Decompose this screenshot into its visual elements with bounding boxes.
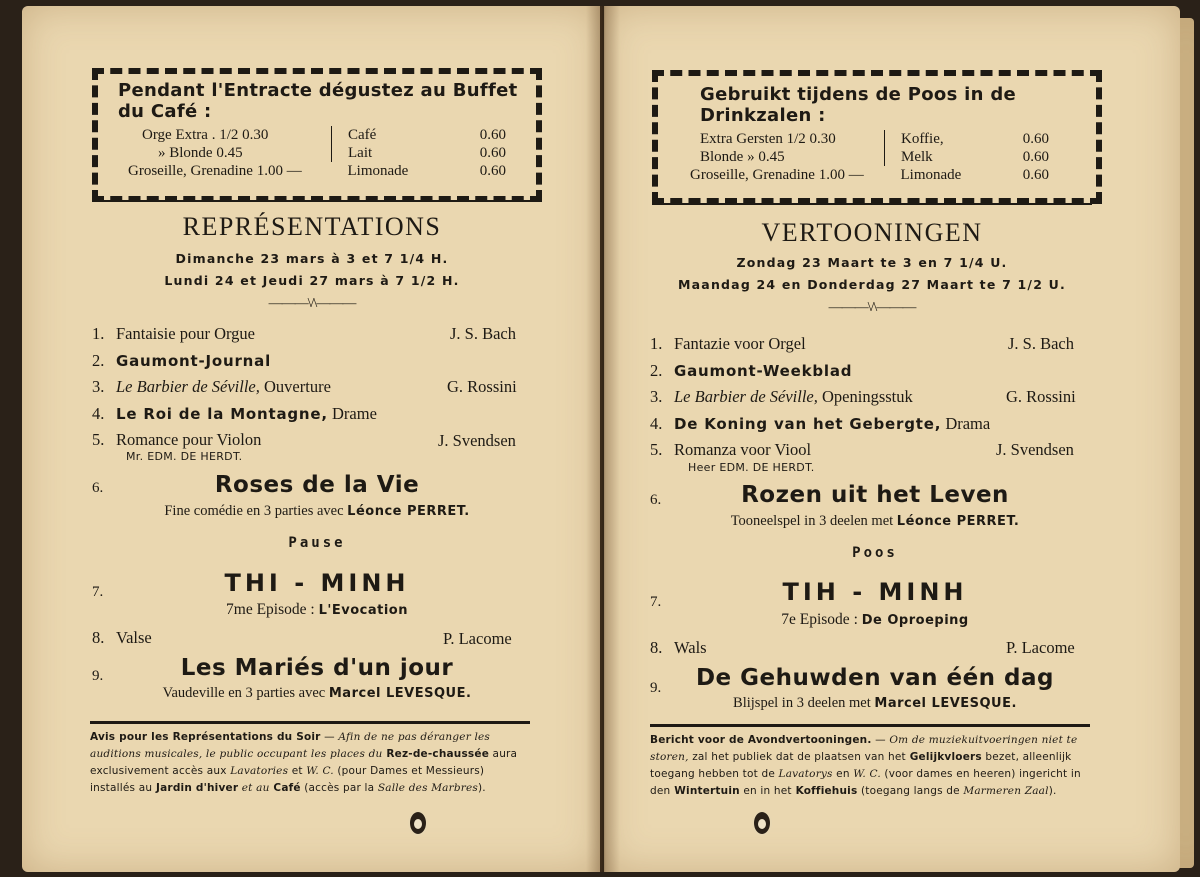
serial-title: THI - MINH xyxy=(224,569,410,597)
programme-item-2: 2. Gaumont-Journal xyxy=(92,351,272,370)
serial-episode: 7e Episode : De Oproeping xyxy=(781,611,969,628)
divider xyxy=(92,200,532,202)
evening-notice: Bericht voor de Avondvertooningen. — Om de muziekuitvoeringen niet te storen, zal het publiek dat de plaatsen van het Gelijkvloers bezet, alleenlijk toegang hebben tot de Lavatorys en W. C. (voor dames en heeren) ingericht in den Wintertuin en in het Koffiehuis (toegang langs de Marmeren Zaal). xyxy=(650,734,1081,797)
programme-item-8: 8. Wals xyxy=(650,638,707,657)
feature-title: Roses de la Vie xyxy=(214,472,420,498)
composer: G. Rossini xyxy=(447,377,517,396)
buffet-price-table xyxy=(128,126,510,180)
buffet-row: Extra Gersten 1/2 0.30 Koffie, 0.60 xyxy=(700,131,1049,147)
comedy-subtitle: Vaudeville en 3 parties avec Marcel LEVESQUE. xyxy=(162,685,472,701)
ornament-divider: ———\/\——— xyxy=(268,296,356,311)
buffet-row: Groseille, Grenadine 1.00 — Limonade 0.60 xyxy=(690,167,1049,183)
programme-item-1: 1. Fantazie voor Orgel xyxy=(650,334,806,353)
serial-title: TIH - MINH xyxy=(782,578,968,606)
binding-hole xyxy=(752,810,772,836)
item-number: 7. xyxy=(650,594,662,610)
buffet-box xyxy=(92,68,542,202)
programme-item-4: 4. De Koning van het Gebergte, Drama xyxy=(650,414,991,433)
item-number: 9. xyxy=(92,668,104,684)
item-number: 7. xyxy=(92,584,104,600)
divider xyxy=(90,721,530,724)
buffet-row: Blonde » 0.45 Melk 0.60 xyxy=(700,149,1049,165)
pause-label: Poos xyxy=(852,545,898,561)
performer-name: Heer EDM. DE HERDT. xyxy=(688,461,815,474)
programme-item-4: 4. Le Roi de la Montagne, Drame xyxy=(92,404,377,423)
composer: J. Svendsen xyxy=(438,431,516,450)
programme-item-8: 8. Valse xyxy=(92,628,152,647)
composer: P. Lacome xyxy=(443,629,512,648)
programme-item-5: 5. Romance pour Violon xyxy=(92,430,262,449)
show-dates: Dimanche 23 mars à 3 et 7 1/4 H. Lundi 24 et Jeudi 27 mars à 7 1/2 H. xyxy=(164,251,460,288)
pause-label: Pause xyxy=(288,535,346,551)
ornament-divider: ———\/\——— xyxy=(828,300,916,315)
programme-item-5: 5. Romanza voor Viool xyxy=(650,440,812,459)
item-number: 9. xyxy=(650,680,662,696)
divider xyxy=(652,203,1092,205)
page-heading: REPRÉSENTATIONS xyxy=(182,212,442,241)
serial-episode: 7me Episode : L'Evocation xyxy=(226,601,408,618)
composer: P. Lacome xyxy=(1006,638,1075,657)
programme-item-1: 1. Fantaisie pour Orgue xyxy=(92,324,256,343)
programme-item-2: 2. Gaumont-Weekblad xyxy=(650,361,853,380)
show-dates: Zondag 23 Maart te 3 en 7 1/4 U. Maandag 24 en Donderdag 27 Maart te 7 1/2 U. xyxy=(678,255,1066,292)
comedy-title: De Gehuwden van één dag xyxy=(695,665,1055,691)
buffet-price-table xyxy=(686,130,1053,184)
buffet-box xyxy=(652,70,1102,204)
composer: J. S. Bach xyxy=(450,324,516,343)
right-page-dutch xyxy=(604,6,1180,872)
buffet-row: » Blonde 0.45 Lait 0.60 xyxy=(158,145,506,161)
divider xyxy=(650,724,1090,727)
binding-hole xyxy=(408,810,428,836)
page-heading: VERTOONINGEN xyxy=(761,218,983,247)
comedy-subtitle: Blijspel in 3 deelen met Marcel LEVESQUE. xyxy=(733,695,1017,711)
buffet-title: Gebruikt tijdens de Poos in de Drinkzalen : xyxy=(700,84,1017,126)
comedy-title: Les Mariés d'un jour xyxy=(180,655,454,681)
composer: J. Svendsen xyxy=(996,440,1074,459)
item-number: 6. xyxy=(92,480,104,496)
buffet-title: Pendant l'Entracte dégustez au Buffet du Café : xyxy=(118,80,518,122)
composer: G. Rossini xyxy=(1006,387,1076,406)
feature-subtitle: Tooneelspel in 3 deelen met Léonce PERRET. xyxy=(730,513,1020,529)
buffet-row: Orge Extra . 1/2 0.30 Café 0.60 xyxy=(142,127,506,143)
evening-notice: Avis pour les Représentations du Soir — Afin de ne pas déranger les auditions musicales, le public occupant les places du Rez-de-chaussée aura exclusivement accès aux Lavatories et W. C. (pour Dames et Messieurs) installés au Jardin d'hiver et au Café (accès par la Salle des Marbres). xyxy=(90,731,518,794)
programme-item-3: 3. Le Barbier de Séville, Ouverture xyxy=(92,377,331,396)
programme-item-3: 3. Le Barbier de Séville, Openingsstuk xyxy=(650,387,913,406)
composer: J. S. Bach xyxy=(1008,334,1074,353)
performer-name: Mr. EDM. DE HERDT. xyxy=(126,450,243,463)
buffet-row: Groseille, Grenadine 1.00 — Limonade 0.60 xyxy=(128,163,506,179)
page-edge xyxy=(1178,18,1194,868)
feature-title: Rozen uit het Leven xyxy=(741,482,1009,508)
item-number: 6. xyxy=(650,492,662,508)
feature-subtitle: Fine comédie en 3 parties avec Léonce PERRET. xyxy=(164,503,470,519)
left-page-french xyxy=(22,6,600,872)
book-gutter xyxy=(586,6,620,872)
